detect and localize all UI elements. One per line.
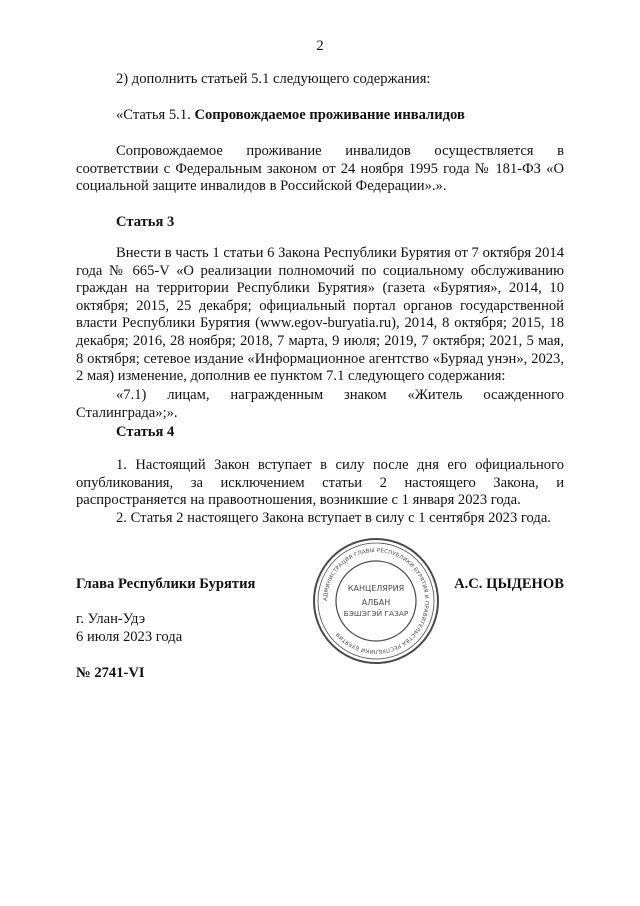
amendment-intro: 2) дополнить статьей 5.1 следующего содержания:	[116, 71, 431, 87]
article-4-paragraph-1: 1. Настоящий Закон вступает в силу после дня его официального опубликования, за исключением статьи 2 настоящего Закона, и распространяется на правоотношения, возникшие с 1 января 2023 года.	[76, 457, 564, 509]
stamp-line-2: АЛБАН	[361, 598, 391, 607]
article-3-text: Внести в часть 1 статьи 6 Закона Республики Бурятия от 7 октября 2014 года № 665-V «О реализации полномочий по социальному обслуживанию граждан на территории Республики Бурятия» (газета «Бурятия», 2014, 10 октября; 2015, 25 декабря; официальный портал органов государственной власти Республики Бурятия (www.egov-buryatia.ru), 2014, 8 октября; 2015, 18 декабря; 2016, 28 ноября; 2018, 7 марта, 9 июля; 2019, 7 октября; 2021, 5 мая, 8 октября; сетевое издание «Информационное агентство «Буряад унэн», 2023, 2 мая) изменение, дополнив ее пунктом 7.1 следующего содержания:	[76, 245, 564, 385]
article-5-1-title: Сопровождаемое проживание инвалидов	[194, 107, 465, 123]
article-4-heading: Статья 4	[116, 424, 175, 440]
page-number: 2	[316, 38, 324, 54]
article-4-paragraph-2: 2. Статья 2 настоящего Закона вступает в силу с 1 сентября 2023 года.	[116, 510, 551, 526]
article-5-1-prefix: «Статья 5.1.	[116, 107, 195, 123]
signature-title: Глава Республики Бурятия	[76, 576, 256, 592]
stamp-ring-path-text: АДМИНИСТРАЦИЯ ГЛАВЫ РЕСПУБЛИКИ БУРЯТИЯ И ПРАВИТЕЛЬСТВА РЕСПУБЛИКИ БУРЯТИЯ	[322, 547, 430, 655]
stamp-line-3: БЭШЭГЭЙ ГАЗАР	[343, 609, 409, 618]
article-5-1-text: Сопровождаемое проживание инвалидов осуществляется в соответствии с Федеральным законом от 24 ноября 1995 года № 181-ФЗ «О социальной защите инвалидов в Российской Федерации».».	[76, 143, 564, 195]
official-stamp	[310, 535, 442, 667]
article-3-heading: Статья 3	[116, 214, 175, 230]
law-number: № 2741-VI	[76, 665, 145, 681]
signing-place: г. Улан-Удэ	[76, 611, 146, 627]
article-5-1-heading	[76, 107, 564, 125]
stamp-line-1: КАНЦЕЛЯРИЯ	[347, 584, 405, 593]
signature-name: А.С. ЦЫДЕНОВ	[454, 576, 564, 592]
article-3-item: «7.1) лицам, награжденным знаком «Житель осажденного Сталинграда»;».	[76, 387, 564, 421]
signing-date: 6 июля 2023 года	[76, 629, 183, 645]
